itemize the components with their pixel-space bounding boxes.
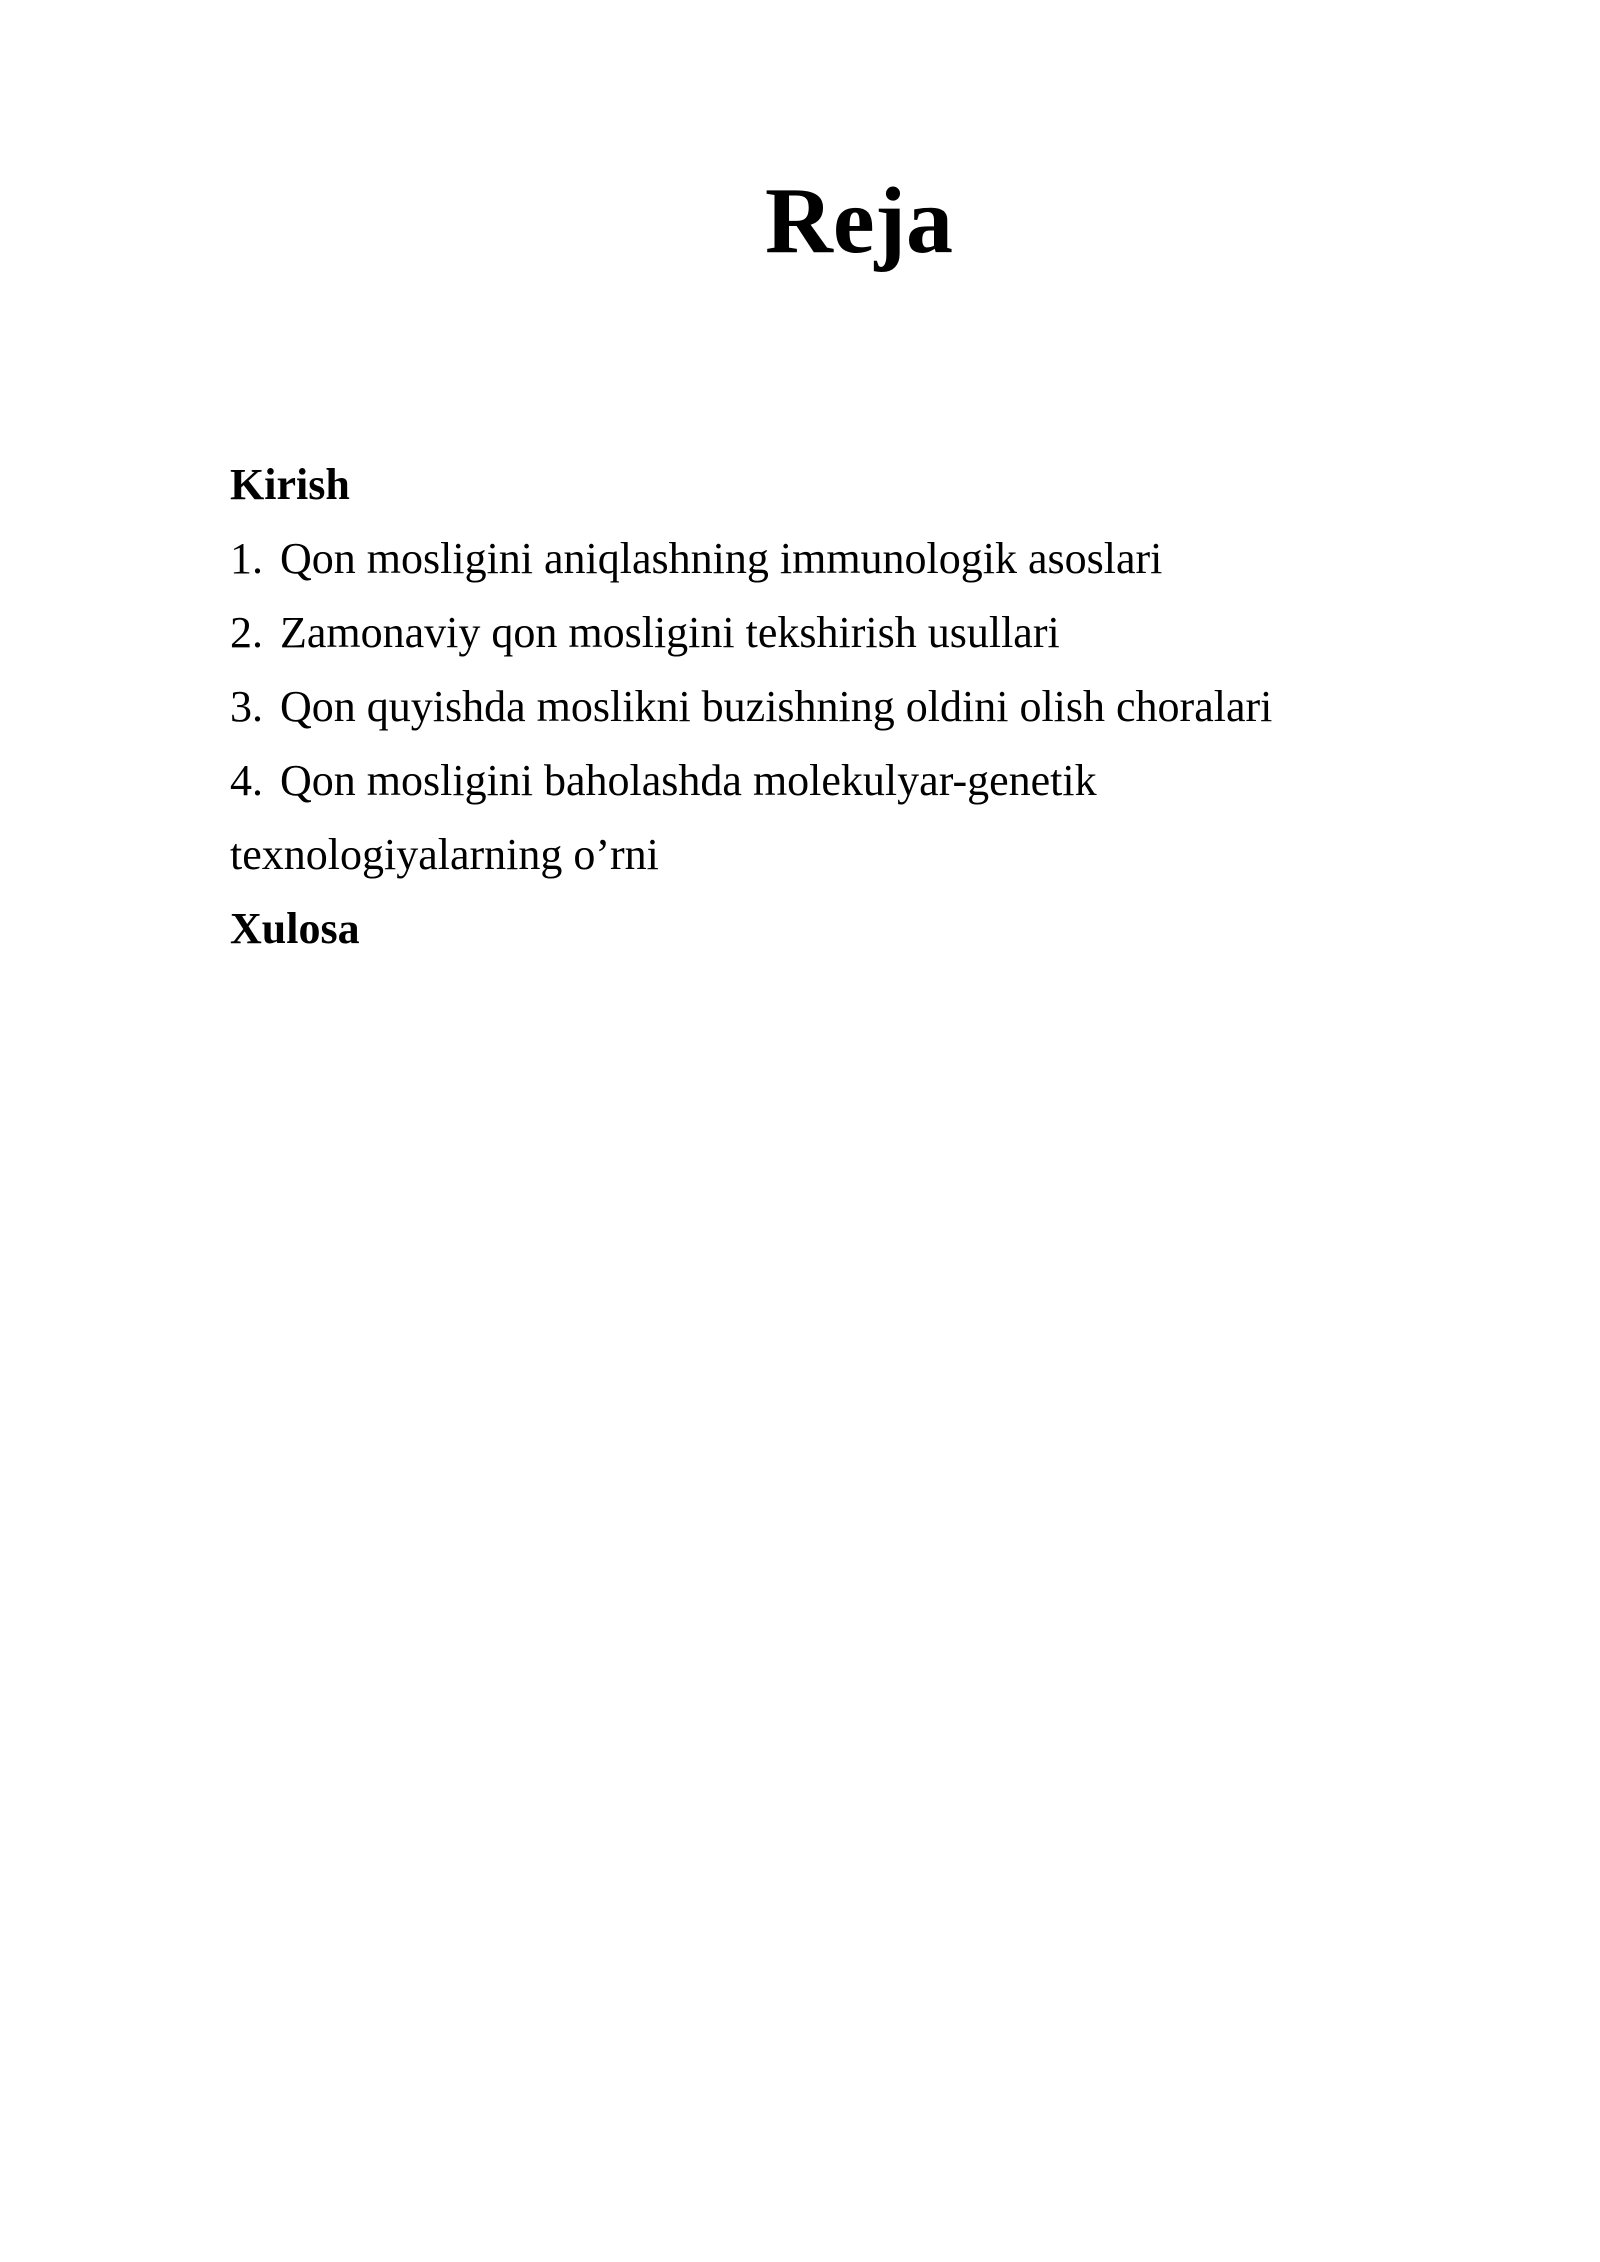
list-item-text: Qon quyishda moslikni buzishning oldini olish choralari	[280, 682, 1273, 731]
list-item-number: 3.	[230, 682, 263, 731]
list-item-continuation: texnologiyalarning o’rni	[230, 830, 659, 879]
list-item-number: 2.	[230, 608, 263, 657]
page-title: Reja	[765, 169, 953, 273]
list-item	[230, 522, 1430, 596]
conclusion-heading: Xulosa	[230, 904, 360, 953]
list-item	[230, 744, 1430, 818]
list-item-number: 4.	[230, 756, 263, 805]
intro-heading: Kirish	[230, 460, 350, 509]
list-item-number: 1.	[230, 534, 263, 583]
list-item-text: Zamonaviy qon mosligini tekshirish usullari	[280, 608, 1060, 657]
list-item-text: Qon mosligini baholashda molekulyar-genetik	[280, 756, 1097, 805]
list-item	[230, 670, 1430, 744]
list-item	[230, 596, 1430, 670]
list-item-text: Qon mosligini aniqlashning immunologik asoslari	[280, 534, 1163, 583]
plan-list	[230, 448, 1430, 966]
